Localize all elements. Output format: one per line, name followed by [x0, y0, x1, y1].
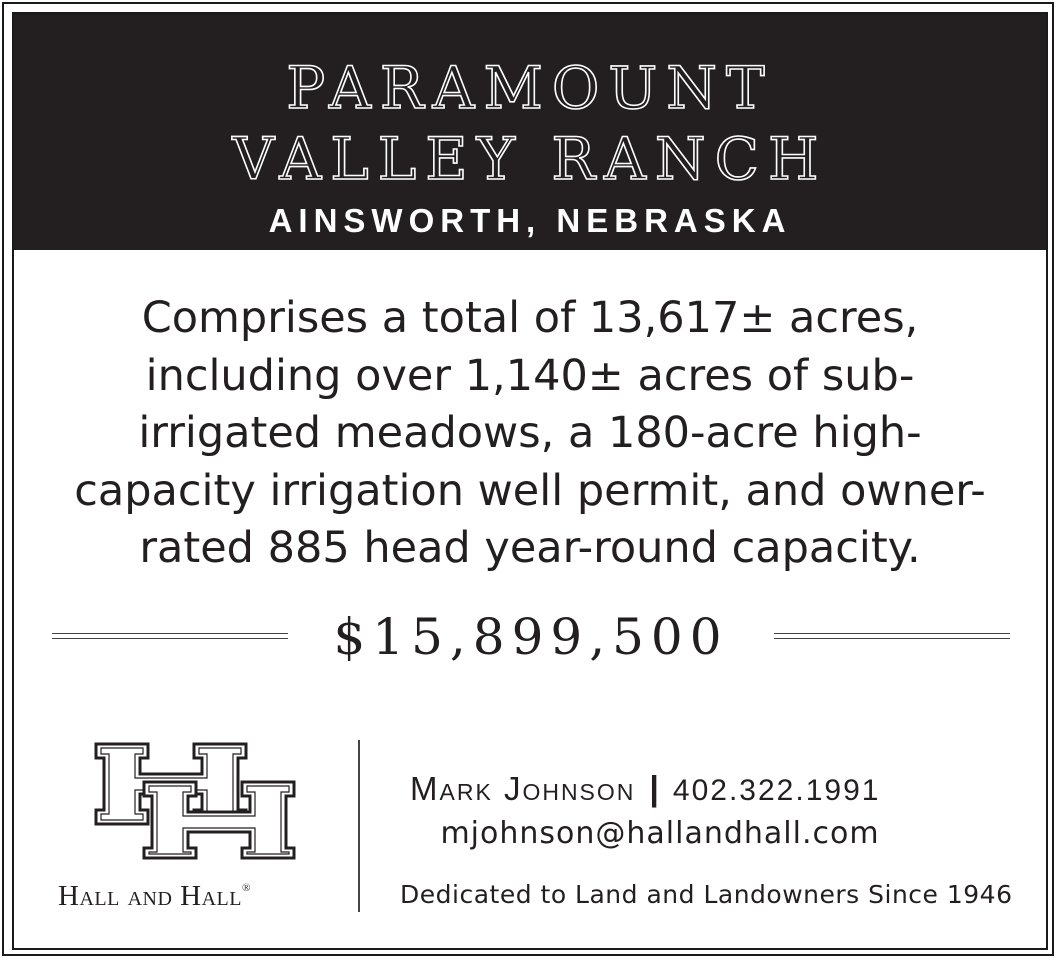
- price-rule-left: [52, 633, 288, 639]
- separator: |: [649, 770, 659, 808]
- tagline: Dedicated to Land and Landowners Since 1946: [400, 880, 1013, 909]
- vertical-divider: [358, 740, 360, 912]
- brand-name: [58, 880, 348, 913]
- hh-monogram-icon: [92, 738, 298, 862]
- price-row: [52, 604, 1010, 670]
- brand-name-text: Hall and Hall: [58, 880, 242, 912]
- price-rule-right: [774, 633, 1010, 639]
- ranch-title-line2: VALLEY RANCH: [232, 125, 828, 193]
- agent-phone[interactable]: 402.322.1991: [672, 774, 881, 807]
- description-line: rated 885 head year-round capacity.: [139, 523, 921, 573]
- price: $15,899,500: [333, 608, 729, 666]
- header-banner: [14, 14, 1046, 250]
- registered-mark: ®: [241, 882, 251, 894]
- agent-row: [410, 770, 880, 809]
- description-line: capacity irrigation well permit, and owner-: [74, 465, 986, 516]
- description-line: irrigated meadows, a 180-acre high-: [138, 408, 922, 458]
- agent-email[interactable]: mjohnson@hallandhall.com: [440, 816, 880, 851]
- description-line: including over 1,140± acres of sub-: [145, 350, 915, 401]
- ranch-location: AINSWORTH, NEBRASKA: [268, 202, 792, 239]
- description-line: Comprises a total of 13,617± acres,: [141, 293, 919, 343]
- ranch-title-line1: PARAMOUNT: [286, 54, 774, 122]
- agent-name: Mark Johnson: [410, 770, 636, 807]
- ranch-description: [40, 290, 1020, 578]
